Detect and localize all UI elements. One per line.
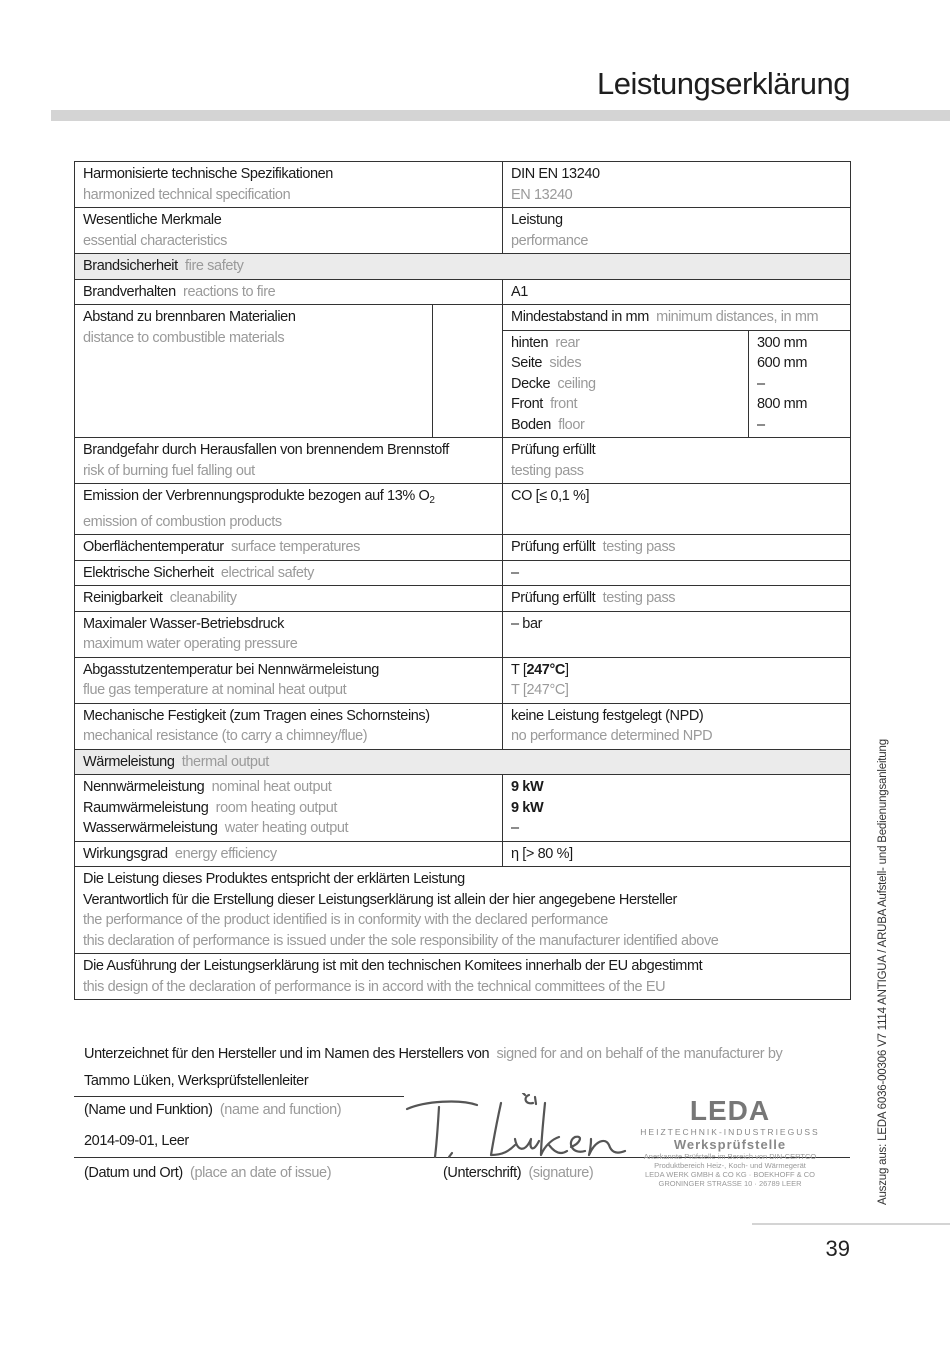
- electrical-label: Elektrische Sicherheit: [83, 564, 214, 581]
- emission-label: Emission der Verbrennungsprodukte bezogen auf 13% $O_2$: [83, 488, 435, 506]
- page-title: Leistungserklärung: [597, 66, 850, 101]
- stamp-small-line: Anerkannte Prüfstelle im Bereich von DIN-CERTCO: [643, 1152, 817, 1161]
- distance-value: 800 mm: [757, 396, 807, 412]
- surface-temp-label: Oberflächentemperatur: [83, 539, 224, 555]
- table-row: [75, 586, 851, 612]
- table-row: [75, 305, 851, 331]
- table-row: [75, 775, 851, 842]
- distance-direction: Seite sides: [511, 355, 582, 371]
- efficiency-value: η [> 80 %]: [503, 841, 851, 867]
- efficiency-label: Wirkungsgrad: [83, 845, 168, 862]
- cleanability-label-en: cleanability: [169, 590, 237, 606]
- mechanical-label-en: mechanical resistance (to carry a chimney/flue): [83, 728, 368, 744]
- flue-temp-value-en: T [247°C]: [511, 682, 569, 698]
- committees-text-en: this design of the declaration of performance is in accord with the technical committees of the EU: [83, 978, 666, 995]
- distance-value: 600 mm: [757, 355, 807, 371]
- table-row: [75, 841, 851, 867]
- responsibility-text-en: this declaration of performance is issued under the sole responsibility of the manufacturer identified above: [83, 932, 719, 949]
- output-value: –: [511, 820, 519, 836]
- table-row: [75, 703, 851, 749]
- table-row: [75, 208, 851, 254]
- distance-direction: Boden floor: [511, 416, 585, 433]
- leda-logo: LEDA: [689, 1095, 771, 1126]
- table-row: [75, 560, 851, 586]
- fire-reaction-label: Brandverhalten: [83, 283, 176, 300]
- surface-temp-value: Prüfung erfüllt: [511, 539, 596, 555]
- declaration-table: [74, 161, 851, 1000]
- stamp-small-line: GRONINGER STRASSE 10 · 26789 LEER: [658, 1179, 802, 1188]
- name-underline: [74, 1096, 404, 1097]
- cleanability-value: Prüfung erfüllt: [511, 590, 596, 606]
- conformity-text-en: the performance of the product identified is in conformity with the declared performance: [83, 912, 608, 928]
- stamp-line: HEIZTECHNIK-INDUSTRIEGUSS: [640, 1127, 820, 1137]
- water-pressure-label: Maximaler Wasser-Betriebsdruck: [83, 615, 284, 632]
- fire-reaction-value: A1: [503, 279, 851, 305]
- falling-fuel-value-en: testing pass: [511, 462, 584, 479]
- footer-bar: [752, 1223, 950, 1225]
- mechanical-label: Mechanische Festigkeit (zum Tragen eines Schornsteins): [83, 707, 430, 724]
- output-label: Raumwärmeleistung room heating output: [83, 799, 338, 816]
- conformity-text: Die Leistung dieses Produktes entspricht der erklärten Leistung: [83, 871, 465, 887]
- characteristics-label: Wesentliche Merkmale: [83, 212, 222, 228]
- distance-value: –: [757, 416, 765, 433]
- electrical-label-en: electrical safety: [220, 564, 315, 581]
- surface-temp-value-en: testing pass: [602, 539, 676, 555]
- distance-value: –: [757, 375, 765, 392]
- mechanical-value: keine Leistung festgelegt (NPD): [511, 707, 704, 724]
- surface-temp-label-en: surface temperatures: [230, 539, 360, 555]
- falling-fuel-label-en: risk of burning fuel falling out: [83, 462, 255, 479]
- table-row: [75, 484, 851, 535]
- empty-cell: [433, 305, 503, 438]
- table-row: [75, 438, 851, 484]
- emission-label-en: emission of combustion products: [83, 513, 282, 530]
- table-row: [75, 657, 851, 703]
- performance-label-en: performance: [511, 232, 589, 249]
- table-row: [75, 279, 851, 305]
- handwritten-signature: [405, 1093, 635, 1165]
- signed-for-line: Unterzeichnet für den Hersteller und im Namen des Herstellers von signed for and on behalf of the manufacturer by: [84, 1046, 783, 1062]
- spec-label-en: harmonized technical specification: [83, 186, 291, 203]
- distance-value: 300 mm: [757, 334, 807, 351]
- distance-label: Abstand zu brennbaren Materialien: [83, 309, 296, 325]
- distance-direction: Decke ceiling: [511, 375, 596, 392]
- section-row: [75, 254, 851, 280]
- emission-value: CO [≤ 0,1 %]: [503, 484, 851, 535]
- title-bar: [51, 110, 950, 121]
- mechanical-value-en: no performance determined NPD: [511, 728, 713, 744]
- signer-name: Tammo Lüken, Werksprüfstellenleiter: [84, 1073, 309, 1089]
- cleanability-value-en: testing pass: [602, 590, 676, 606]
- fire-safety-heading: Brandsicherheit: [83, 258, 178, 274]
- sign-date: 2014-09-01, Leer: [84, 1133, 189, 1149]
- distance-header-en: minimum distances, in mm: [656, 309, 819, 325]
- responsibility-text: Verantwortlich für die Erstellung dieser Leistungserklärung ist allein der hier angegebene Hersteller: [83, 891, 677, 908]
- distance-label-en: distance to combustible materials: [83, 329, 285, 346]
- spec-value-en: EN 13240: [511, 186, 573, 203]
- stamp-small-line: Produktbereich Heiz-, Koch- und Wärmegerät: [654, 1161, 806, 1170]
- distance-header: Mindestabstand in mm: [511, 309, 649, 325]
- thermal-heading-en: thermal output: [181, 753, 269, 770]
- output-label: Nennwärmeleistung nominal heat output: [83, 779, 332, 795]
- table-row: [75, 611, 851, 657]
- section-row: [75, 749, 851, 775]
- table-row: [75, 162, 851, 208]
- output-value: 9 kW: [511, 799, 544, 816]
- table-row: [75, 954, 851, 1000]
- table-row: [75, 535, 851, 561]
- output-label: Wasserwärmeleistung water heating output: [83, 820, 349, 836]
- flue-temp-value: T [247°C]: [511, 661, 569, 678]
- subscript: 2: [429, 495, 435, 506]
- thermal-heading: Wärmeleistung: [83, 753, 175, 770]
- spec-value: DIN EN 13240: [511, 166, 600, 182]
- water-pressure-label-en: maximum water operating pressure: [83, 636, 298, 652]
- performance-label: Leistung: [511, 212, 563, 228]
- stamp-line: Werksprüfstelle: [673, 1137, 787, 1152]
- signature-label: (Unterschrift) (signature): [443, 1165, 594, 1181]
- electrical-value: –: [503, 560, 851, 586]
- output-value: 9 kW: [511, 779, 544, 795]
- falling-fuel-value: Prüfung erfüllt: [511, 442, 596, 458]
- water-pressure-value: – bar: [503, 611, 851, 657]
- date-label: (Datum und Ort) (place an date of issue): [84, 1165, 332, 1181]
- name-label: (Name und Funktion) (name and function): [84, 1102, 342, 1118]
- fire-safety-heading-en: fire safety: [185, 258, 244, 274]
- page-number: 39: [825, 1236, 850, 1261]
- spec-label: Harmonisierte technische Spezifikationen: [83, 166, 333, 182]
- characteristics-label-en: essential characteristics: [83, 232, 227, 249]
- distance-direction: hinten rear: [511, 334, 580, 351]
- committees-text: Die Ausführung der Leistungserklärung ist mit den technischen Komitees innerhalb der EU abgestimmt: [83, 958, 703, 974]
- stamp-small-line: LEDA WERK GMBH & CO KG · BOEKHOFF & CO: [644, 1170, 816, 1179]
- side-note: Auszug aus: LEDA 6036-00306 V7 1114 ANTIGUA / ARUBA Aufstell- und Bedienungsanleitung: [877, 739, 889, 1205]
- company-stamp: [620, 1095, 840, 1188]
- flue-temp-label: Abgasstutzentemperatur bei Nennwärmeleistung: [83, 661, 379, 678]
- fire-reaction-label-en: reactions to fire: [183, 283, 276, 300]
- flue-temp-label-en: flue gas temperature at nominal heat output: [83, 682, 347, 698]
- table-row: [75, 867, 851, 954]
- distance-direction: Front front: [511, 396, 578, 412]
- falling-fuel-label: Brandgefahr durch Herausfallen von brennendem Brennstoff: [83, 442, 449, 458]
- cleanability-label: Reinigbarkeit: [83, 590, 163, 606]
- efficiency-label-en: energy efficiency: [174, 845, 277, 862]
